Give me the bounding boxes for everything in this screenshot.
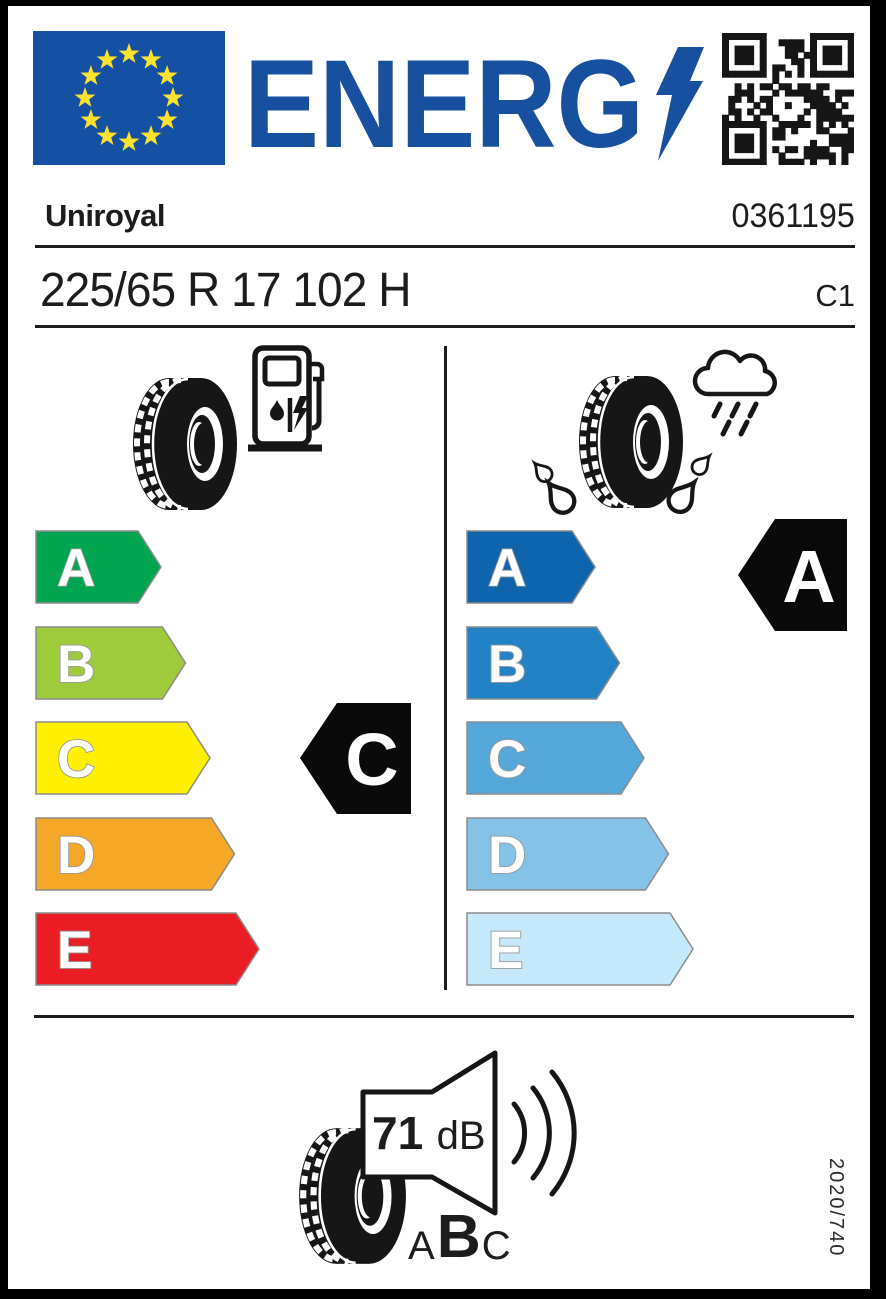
wet-grip-rating (738, 518, 848, 632)
energy-logo (240, 45, 710, 170)
fuel-pump-icon (246, 344, 328, 454)
wet-grip-scale (466, 530, 726, 990)
noise-unit: dB (436, 1114, 486, 1158)
label-border-right (870, 0, 886, 1299)
brand-name: Uniroyal (45, 198, 166, 233)
energy-logo-text: ENERG (244, 45, 644, 170)
svg-text:A: A (57, 539, 96, 598)
grade-arrow-e (466, 912, 695, 987)
svg-text:C: C (345, 718, 399, 801)
tire-dimensions: 225/65 R 17 102 H (40, 264, 411, 317)
noise-class-a: A (408, 1224, 435, 1268)
grade-arrow-d (466, 817, 671, 892)
grade-arrow-c (466, 721, 646, 796)
vehicle-class: C1 (815, 278, 855, 313)
grade-arrow-b (35, 626, 188, 701)
label-border-bottom (0, 1289, 886, 1299)
svg-text:A: A (782, 535, 836, 618)
sound-waves-icon (514, 1072, 574, 1194)
water-splash-icon (528, 448, 732, 518)
divider-line-2 (35, 325, 855, 328)
divider-line-1 (35, 245, 855, 248)
regulation-number: 2020/740 (825, 1158, 847, 1258)
grade-arrow-b (466, 626, 622, 701)
svg-text:C: C (488, 730, 527, 789)
svg-text:B: B (488, 634, 527, 694)
svg-text:A: A (488, 539, 527, 598)
grade-arrow-a (466, 530, 597, 605)
svg-text:E: E (57, 921, 93, 980)
fuel-efficiency-rating (300, 702, 412, 815)
grade-arrow-e (35, 912, 261, 987)
svg-text:B: B (57, 634, 96, 694)
rolling-resistance-tire-icon (128, 374, 240, 514)
grade-arrow-d (35, 817, 237, 892)
svg-text:D: D (488, 825, 527, 885)
svg-text:C: C (57, 730, 96, 789)
fuel-efficiency-scale (35, 530, 295, 990)
eu-flag-icon (33, 31, 225, 165)
divider-line-3 (34, 1015, 854, 1018)
qr-code (722, 33, 854, 165)
column-divider (444, 346, 447, 990)
svg-text:D: D (57, 825, 96, 885)
noise-class-c: C (481, 1224, 511, 1268)
label-border-top (0, 0, 886, 6)
speaker-icon (358, 1048, 588, 1218)
rain-drops (714, 404, 756, 434)
rain-cloud-icon (686, 346, 781, 440)
grade-arrow-a (35, 530, 163, 605)
article-number: 0361195 (731, 197, 855, 235)
svg-text:E: E (488, 921, 524, 980)
grade-arrow-c (35, 721, 212, 796)
label-border-left (0, 0, 8, 1299)
noise-value: 71 (372, 1107, 424, 1159)
noise-class-scale (408, 1202, 511, 1271)
lightning-bolt-icon (656, 47, 704, 161)
noise-class-b-selected: B (436, 1202, 480, 1271)
